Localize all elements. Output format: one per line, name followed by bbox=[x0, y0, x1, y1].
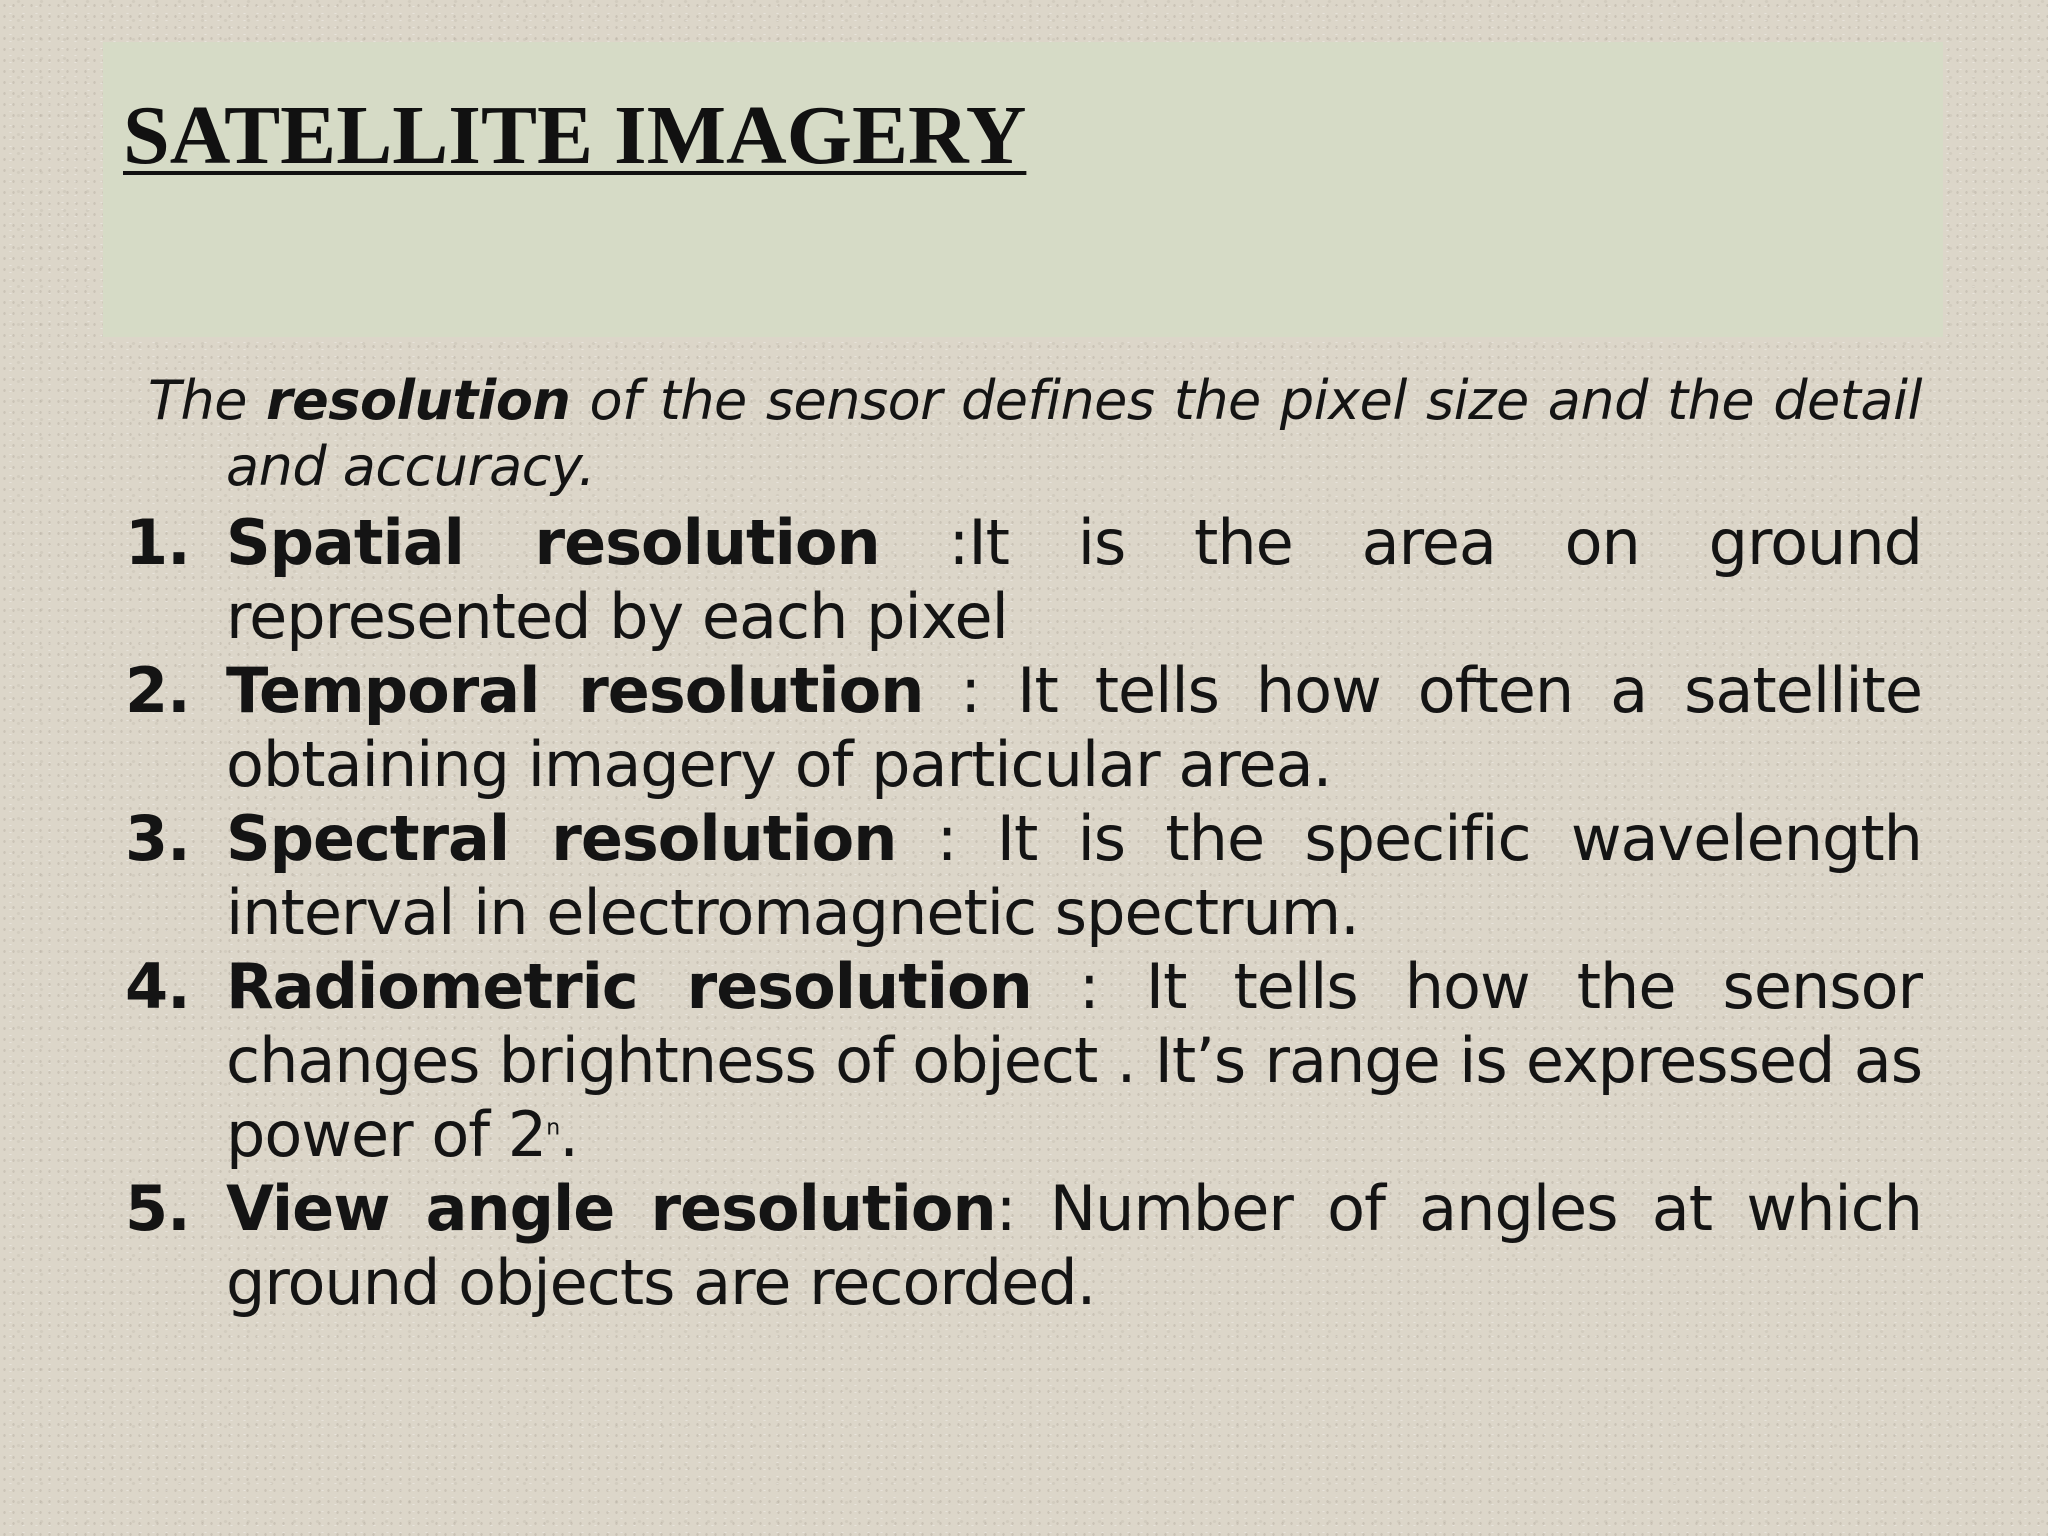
slide-content bbox=[125, 368, 1922, 1320]
list-item-number: 3. bbox=[125, 802, 190, 875]
list-item-spatial bbox=[125, 506, 1922, 654]
list-item-term: Radiometric resolution bbox=[226, 950, 1032, 1023]
intro-prefix: The bbox=[148, 369, 267, 432]
list-item-term: View angle resolution bbox=[226, 1172, 996, 1245]
resolution-list bbox=[125, 506, 1922, 1320]
list-item-term: Temporal resolution bbox=[226, 654, 924, 727]
list-item-number: 4. bbox=[125, 950, 190, 1023]
slide-title: SATELLITE IMAGERY bbox=[123, 89, 1027, 182]
list-item-radiometric bbox=[125, 950, 1922, 1172]
list-item-description: : Number of angles at which ground objects are recorded. bbox=[226, 1172, 1922, 1319]
list-item-spectral bbox=[125, 802, 1922, 950]
intro-emphasis: resolution bbox=[266, 369, 571, 432]
list-item-number: 2. bbox=[125, 654, 190, 727]
list-item-description: : It tells how the sensor changes brightness of object . It’s range is expressed as power of 2 bbox=[226, 950, 1922, 1171]
list-item-description: : It is the specific wavelength interval in electromagnetic spectrum. bbox=[226, 802, 1922, 949]
list-item-number: 5. bbox=[125, 1172, 190, 1245]
intro-suffix: of the sensor defines the pixel size and the detail and accuracy. bbox=[226, 369, 1922, 498]
list-item-temporal bbox=[125, 654, 1922, 802]
list-item-ending: . bbox=[559, 1098, 578, 1171]
list-item-number: 1. bbox=[125, 506, 190, 579]
list-item-description: :It is the area on ground represented by each pixel bbox=[226, 506, 1922, 653]
title-band bbox=[103, 42, 1943, 337]
intro-paragraph bbox=[125, 368, 1922, 500]
list-item-superscript: n bbox=[546, 1115, 560, 1141]
list-item-term: Spectral resolution bbox=[226, 802, 897, 875]
list-item-term: Spatial resolution bbox=[226, 506, 880, 579]
list-item-view-angle bbox=[125, 1172, 1922, 1320]
list-item-description: : It tells how often a satellite obtaining imagery of particular area. bbox=[226, 654, 1923, 801]
